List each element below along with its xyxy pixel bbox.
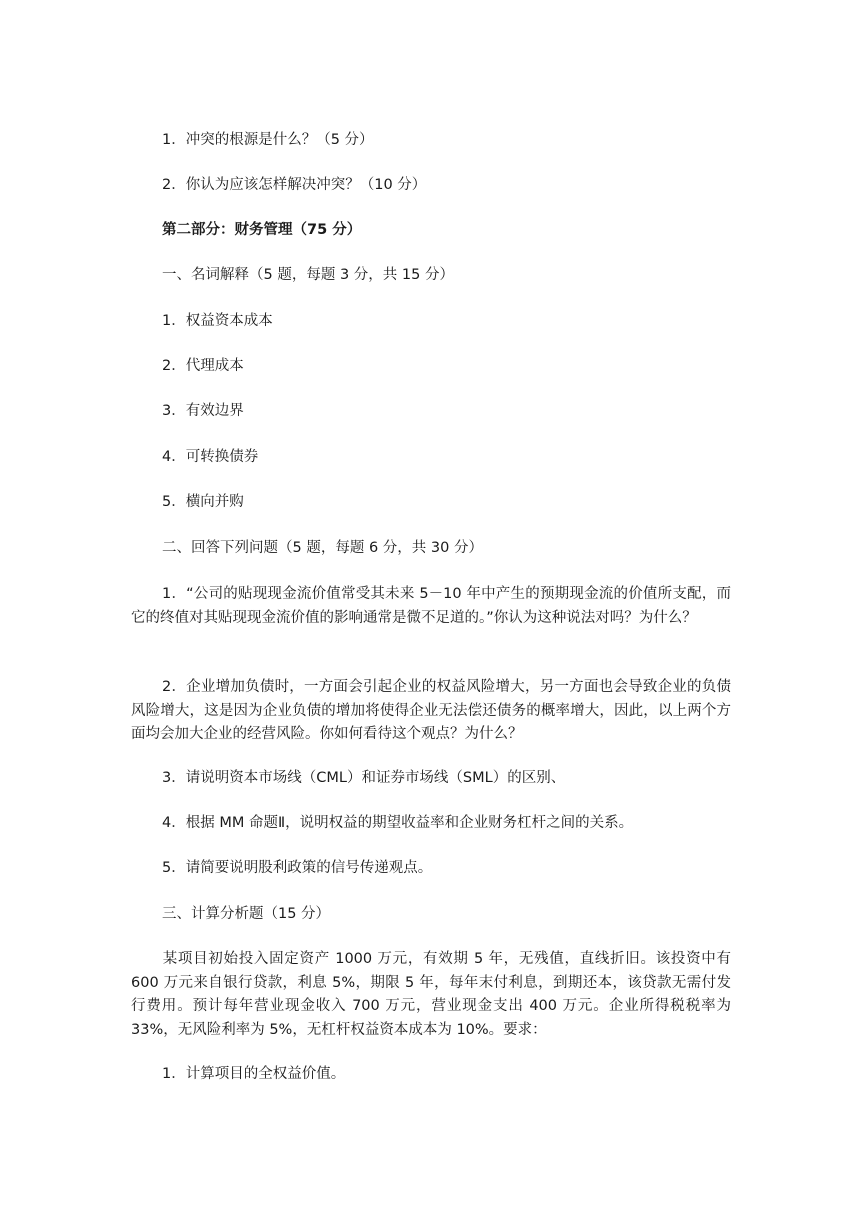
section1-heading: 一、名词解释（5 题，每题 3 分，共 15 分） [162,267,454,283]
section2-question-2-text: 2．企业增加负债时，一方面会引起企业的权益风险增大，另一方面也会导致企业的负债风险增大，这是因为企业负债的增加将使得企业无法偿还债务的概率增大，因此，以上两个方面均会加大企业的经营风险。你如何看待这个观点？为什么？ [131,679,731,742]
term-item-1: 1．权益资本成本 [162,313,273,329]
term-item-4: 4．可转换债券 [162,449,259,465]
term-item-3: 3．有效边界 [162,403,244,419]
question-conflict-1: 1．冲突的根源是什么？（5 分） [162,132,374,148]
section2-question-3: 3．请说明资本市场线（CML）和证券市场线（SML）的区别、 [162,770,566,786]
section2-question-1 [131,583,731,630]
section3-heading: 三、计算分析题（15 分） [162,906,331,922]
section3-requirement-1: 1．计算项目的全权益价值。 [162,1066,346,1082]
section2-question-5: 5．请简要说明股利政策的信号传递观点。 [162,860,433,876]
term-item-5: 5．横向并购 [162,494,244,510]
section2-question-4: 4．根据 MM 命题Ⅱ，说明权益的期望收益率和企业财务杠杆之间的关系。 [162,815,634,831]
term-item-2: 2．代理成本 [162,358,244,374]
section2-question-1-text: 1．“公司的贴现现金流价值常受其未来 5－10 年中产生的预期现金流的价值所支配，而它的终值对其贴现现金流价值的影响通常是微不足道的。”你认为这种说法对吗？为什么？ [131,586,731,626]
part2-title: 第二部分：财务管理（75 分） [162,222,362,238]
section2-heading: 二、回答下列问题（5 题，每题 6 分，共 30 分） [162,540,483,556]
section3-body [131,948,731,1042]
section2-question-2 [131,676,731,747]
section3-body-text: 某项目初始投入固定资产 1000 万元，有效期 5 年，无残值，直线折旧。该投资中有 600 万元来自银行贷款，利息 5%，期限 5 年，每年末付利息，到期还本，该贷款无需付发行费用。预计每年营业现金收入 700 万元，营业现金支出 400 万元。企业所得税税率为 33%，无风险利率为 5%，无杠杆权益资本成本为 10%。要求： [131,951,731,1038]
question-conflict-2: 2．你认为应该怎样解决冲突？（10 分） [162,177,427,193]
